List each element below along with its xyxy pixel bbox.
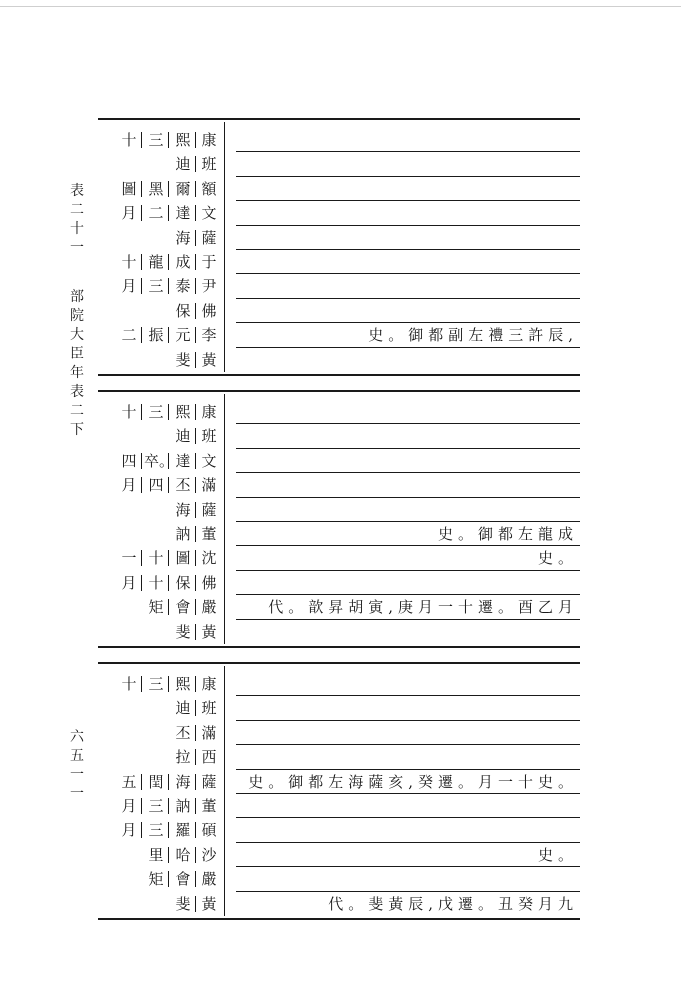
name-char: 海	[171, 230, 196, 246]
table-row	[98, 226, 580, 250]
name-char: 丕	[171, 725, 196, 741]
name-char: 三	[144, 404, 169, 420]
name-char: 里	[144, 847, 169, 863]
record-note: 史。御都副左禮三許辰,	[368, 326, 578, 345]
table-row	[98, 152, 580, 176]
name-char: 訥	[171, 526, 196, 542]
name-char: 月	[117, 477, 142, 493]
margin-char: 十	[70, 221, 84, 237]
table-row	[98, 770, 580, 794]
name-char: 黃	[201, 894, 217, 913]
name-cells	[115, 571, 222, 595]
name-cells	[115, 250, 222, 274]
margin-title	[69, 182, 85, 258]
name-char: 黃	[201, 350, 217, 369]
margin-char: 一	[70, 786, 84, 802]
table-block-3	[98, 662, 580, 913]
name-cells	[115, 770, 222, 794]
name-char: 丕	[171, 477, 196, 493]
name-char: 保	[171, 575, 196, 591]
table-row	[98, 498, 580, 522]
name-char: 迪	[171, 428, 196, 444]
margin-char: 下	[70, 422, 84, 438]
name-char: 于	[201, 253, 217, 271]
table-row	[98, 794, 580, 818]
name-cells	[115, 177, 222, 201]
name-cells	[115, 794, 222, 818]
name-cells	[115, 449, 222, 473]
name-char: 尹	[201, 277, 217, 296]
name-char: 羅	[171, 822, 196, 838]
table-row	[98, 400, 580, 424]
name-char: 熙	[171, 676, 196, 692]
table-row	[98, 424, 580, 448]
name-cells	[115, 323, 222, 347]
name-cells	[169, 620, 222, 644]
name-cells	[142, 595, 222, 619]
table-row	[98, 745, 580, 769]
record-note: 史。御都左龍成	[437, 525, 578, 543]
name-char: 一	[117, 550, 142, 566]
record-note: 史。	[537, 845, 578, 864]
name-char: 斐	[171, 624, 196, 640]
name-char: 西	[201, 748, 217, 767]
record-note: 史。	[537, 549, 578, 568]
name-char: 班	[201, 699, 217, 718]
name-char: 斐	[171, 352, 196, 368]
top-border-rule	[0, 6, 681, 7]
name-char: 李	[201, 326, 217, 345]
name-char: 保	[171, 303, 196, 319]
name-char: 額	[201, 179, 217, 198]
margin-char: 二	[70, 403, 84, 419]
margin-page-number	[69, 728, 85, 804]
name-char: 班	[201, 427, 217, 446]
name-char: 三	[144, 132, 169, 148]
name-char: 十	[117, 132, 142, 148]
margin-char: 五	[70, 748, 84, 764]
table-row	[98, 843, 580, 867]
name-cells	[169, 226, 222, 250]
name-char: 熙	[171, 404, 196, 420]
name-char: 矩	[144, 599, 169, 615]
name-char: 矩	[144, 871, 169, 887]
block-top-rule	[98, 118, 580, 120]
name-char: 海	[171, 502, 196, 518]
table-row	[98, 323, 580, 347]
name-char: 迪	[171, 156, 196, 172]
table-row	[98, 721, 580, 745]
block-bottom-rule	[98, 374, 580, 376]
name-char: 訥	[171, 798, 196, 814]
table-row	[98, 449, 580, 473]
name-char: 薩	[201, 228, 217, 247]
table-block-2	[98, 390, 580, 652]
name-char: 元	[171, 327, 196, 343]
name-char: 黃	[201, 622, 217, 641]
record-note: 史。御都左海薩亥,癸遷。月一十史。	[248, 772, 578, 791]
name-char: 嚴	[201, 870, 217, 889]
name-char: 薩	[201, 500, 217, 519]
table-row	[98, 274, 580, 298]
name-char: 十	[144, 550, 169, 566]
name-char: 圖	[117, 181, 142, 197]
name-char: 四	[144, 477, 169, 493]
name-char: 卒。	[144, 451, 175, 470]
name-char: 達	[171, 453, 196, 469]
table-row	[98, 546, 580, 570]
table-row	[98, 299, 580, 323]
name-cells	[169, 348, 222, 372]
table-row	[98, 128, 580, 152]
name-char: 康	[201, 675, 217, 693]
name-char: 碩	[201, 821, 217, 840]
name-cells	[169, 152, 222, 176]
name-char: 三	[144, 676, 169, 692]
name-cells	[115, 274, 222, 298]
name-cells	[169, 522, 222, 546]
name-char: 十	[117, 254, 142, 270]
name-char: 泰	[171, 278, 196, 294]
name-char: 五	[117, 774, 142, 790]
name-char: 月	[117, 205, 142, 221]
table-row	[98, 818, 580, 842]
margin-char: 一	[70, 767, 84, 783]
name-char: 海	[171, 774, 196, 790]
name-cells	[169, 892, 222, 916]
name-char: 嚴	[201, 598, 217, 617]
table-row	[98, 867, 580, 891]
name-cells	[115, 818, 222, 842]
name-cells	[169, 696, 222, 720]
name-char: 閏	[144, 774, 169, 790]
table-row	[98, 177, 580, 201]
name-cells	[169, 299, 222, 323]
name-char: 三	[144, 798, 169, 814]
name-char: 董	[201, 797, 217, 815]
name-cells	[169, 721, 222, 745]
name-char: 二	[117, 327, 142, 343]
table-row	[98, 696, 580, 720]
name-char: 達	[171, 205, 196, 221]
margin-char: 一	[70, 240, 84, 256]
table-row	[98, 522, 580, 546]
name-char: 月	[117, 822, 142, 838]
margin-char: 臣	[70, 346, 84, 362]
margin-char: 院	[70, 308, 84, 324]
name-char: 滿	[201, 476, 217, 495]
table-row	[98, 250, 580, 274]
name-char: 黑	[144, 181, 169, 197]
name-char: 三	[144, 278, 169, 294]
table-block-1	[98, 118, 580, 378]
name-cells	[169, 424, 222, 448]
name-char: 佛	[201, 301, 217, 320]
record-note: 代。歆昇胡寅,庚月一十遷。酉乙月	[268, 598, 578, 617]
name-cells	[169, 498, 222, 522]
name-cells	[115, 201, 222, 225]
name-cells	[115, 473, 222, 497]
margin-char: 表	[70, 384, 84, 400]
margin-char: 六	[70, 729, 84, 745]
name-cells	[115, 672, 222, 696]
table-row	[98, 473, 580, 497]
name-char: 哈	[171, 847, 196, 863]
name-char: 薩	[201, 772, 217, 791]
name-char: 康	[201, 403, 217, 421]
name-char: 月	[117, 575, 142, 591]
name-char: 董	[201, 525, 217, 543]
table-row	[98, 620, 580, 644]
block-top-rule	[98, 390, 580, 392]
table-row	[98, 892, 580, 916]
record-note: 代。斐黃辰,戊遷。丑癸月九	[328, 894, 578, 913]
name-cells	[142, 867, 222, 891]
name-cells	[115, 546, 222, 570]
table-row	[98, 201, 580, 225]
name-char: 圖	[171, 550, 196, 566]
name-char: 康	[201, 131, 217, 149]
name-char: 滿	[201, 723, 217, 742]
name-char: 十	[117, 404, 142, 420]
name-char: 斐	[171, 896, 196, 912]
name-char: 月	[117, 798, 142, 814]
name-cells	[115, 400, 222, 424]
name-char: 十	[144, 575, 169, 591]
name-char: 月	[117, 278, 142, 294]
name-char: 會	[171, 599, 196, 615]
margin-char: 二	[70, 202, 84, 218]
margin-char: 部	[70, 289, 84, 305]
name-char: 二	[144, 205, 169, 221]
name-char: 沈	[201, 549, 217, 568]
name-cells	[142, 843, 222, 867]
name-char: 爾	[171, 181, 196, 197]
margin-char: 表	[70, 183, 84, 199]
name-char: 三	[144, 822, 169, 838]
name-char: 班	[201, 155, 217, 174]
table-row	[98, 348, 580, 372]
name-char: 四	[117, 453, 142, 469]
name-char: 十	[117, 676, 142, 692]
block-bottom-rule	[98, 646, 580, 648]
margin-char: 年	[70, 365, 84, 381]
name-cells	[115, 128, 222, 152]
name-char: 龍	[144, 254, 169, 270]
name-char: 會	[171, 871, 196, 887]
table-row	[98, 595, 580, 619]
name-char: 文	[201, 451, 217, 470]
name-char: 文	[201, 204, 217, 223]
table-row	[98, 672, 580, 696]
name-char: 迪	[171, 700, 196, 716]
name-char: 成	[171, 254, 196, 270]
table-row	[98, 571, 580, 595]
name-char: 熙	[171, 132, 196, 148]
name-char: 佛	[201, 573, 217, 592]
margin-subtitle	[69, 288, 85, 440]
margin-char: 大	[70, 327, 84, 343]
name-cells	[169, 745, 222, 769]
name-char: 振	[144, 327, 169, 343]
name-char: 沙	[201, 845, 217, 864]
block-top-rule	[98, 662, 580, 664]
name-char: 拉	[171, 749, 196, 765]
block-bottom-rule	[98, 918, 580, 920]
